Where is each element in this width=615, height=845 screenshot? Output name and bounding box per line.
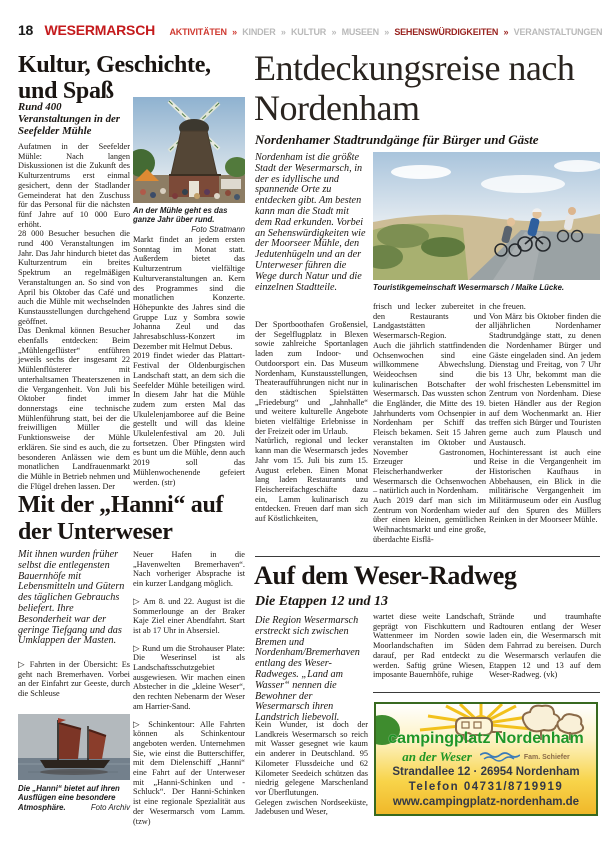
hanni-column-2: Neuer Hafen in die „Havenwelten Bremerhaven“. Nach vorheriger Absprache ist ein kurzer Landgang möglich. ▷ Am 8. und 22. August ist die Sommerlounge an der Braker Kaje Ziel einer Abendfahrt. Start ist ab 17 Uhr in Absersiel. ▷ Rund um die Strohauser Plate: Die Weserinsel ist als Landschaftsschutzgebiet ausgewiesen. Wir machen einen Abstecher in die „kleine Weser“, den rechten Nebenarm der Weser am Harrier-Sand. ▷ Schinkentour: Alle Fahrten können als Schinkentour angeboten werden. Unternehmen Sie, wie einst die Butterschiffer, mit dem Dielenschiff „Hanni“ eine Fahrt auf der Unterweser mit „Hanni-Schinken und -Schluck“. Der Hanni-Schinken ist eine regionale Spezialität aus der Wesermarsch vom Lamm. (tzw) (133, 550, 245, 826)
muehle-column-2: Markt findet an jedem ersten Sonntag im Monat statt. Außerdem bietet das Kulturzentrum vielfältige Kulturveranstaltungen an. Kern des Programmes sind die monatlichen Konzerte. Höhepunkte des Jahres sind die Gruppe Luz y Sombra sowie Johanna Zeul und das Jahresabschluss-Konzert im Dezember mit Helmut Debus. 2019 findet wieder das Plattart-Festival der Oldenburgischen Landschaft statt, an dem sich die Seefelder Mühle beteiligen wird. In diesem Jahr hat die Mühle zudem zum ersten Mal das Ukulelenjamboree auf die Beine gestellt und will das kleine Ukulelenfestival am 20. Juli fortsetzen. Über Pfingsten wird es bunt um die Mühle, denn auch 2019 soll das Mühlenwochenende gefeiert werden. (str) (133, 235, 245, 487)
windmill-photo (133, 97, 245, 203)
section-divider (255, 556, 600, 557)
nordenham-column-2: frisch und lecker zubereitet in den Restaurants und Landgaststätten der Wesermarsch-Region. Auch die jährlich stattfindenden Ochsenwochen sind eine willkommene Abwechslung. Weideochsen sind die kulinarischen Botschafter der Wesermarsch. Das wussten schon die Engländer, die Mitte des 19. Jahrhunderts vom Ochsenpier in Nordenham per Schiff das Fleisch bekamen. Seit 15 Jahren veranstalten im Oktober und November Gastronomen, Erzeuger und Fleischerhandwerker der Wesermarsch die Ochsenwochen – natürlich auch in Nordenham. Auch 2019 darf man sich im Zentrum von Nordenham wieder über einen kleinen, gemütlichen Weihnachtsmarkt und eine große, überdachte Eisflä- (373, 302, 486, 544)
ad-website[interactable]: www.campingplatz-nordenham.de (392, 796, 580, 808)
radweg-column-3: Strände und traumhafte Radtouren entlang der Weser laden ein, die Wesermarsch mit dem Fahrrad zu bereisen. Durch die Wesermarsch verlaufen die Etappen 12 und 13 auf dem Weser-Radweg. (vk) (489, 612, 601, 680)
radweg-subtitle: Die Etappen 12 und 13 (255, 594, 389, 609)
hanni-photo-credit: Foto Archiv (90, 802, 130, 812)
ad-subtitle: an der Weser (402, 749, 472, 764)
muehle-article-title: Kultur, Geschichte, und Spaß (18, 52, 211, 104)
hanni-photo-caption: Die „Hanni“ bietet auf ihren Ausflügen eine besondere Atmosphäre. Foto Archiv (18, 784, 130, 812)
page-header (18, 22, 603, 40)
muehle-photo-credit: Foto Stratmann (191, 224, 245, 234)
nav-separator-icon: » (331, 27, 337, 37)
hanni-column-1-item: ▷ Fahrten in der Übersicht: Es geht nach Bremerhaven. Vorbei an der Einfahrt zur Geeste, durch die Schleuse (18, 660, 130, 699)
ad-divider (373, 692, 600, 693)
cyclists-photo (373, 152, 600, 280)
muehle-photo-caption: An der Mühle geht es das ganze Jahr über rund. Foto Stratmann (133, 206, 245, 234)
section-title: WESERMARSCH (44, 22, 156, 38)
nav-item-veranstaltungen[interactable]: VERANSTALTUNGEN (513, 27, 603, 37)
ship-photo (18, 714, 130, 780)
nav-item-museen[interactable]: MUSEEN (341, 27, 379, 37)
nordenham-photo-caption: Touristikgemeinschaft Wesermarsch / Maike Lücke. (373, 283, 565, 292)
radweg-lead: Die Region Wesermarsch erstreckt sich zwischen Bremen und Nordenham/Bremerhaven entlang des Weser-Radweges. „Land am Wasser“ nennen die Bewohner der Wesermarsch ihren Landstrich liebevoll. (255, 615, 360, 724)
nav-separator-icon: » (232, 27, 237, 37)
ad-family-name: Fam. Schiefer (523, 754, 570, 761)
category-nav (169, 27, 605, 37)
nav-separator-icon: » (280, 27, 286, 37)
nav-item-kultur[interactable]: KULTUR (290, 27, 327, 37)
nordenham-lead: Nordenham ist die größte Stadt der Wesermarsch, in der es idyllische und spannende Orte zu entdecken gibt. Am besten kann man die Stadt mit dem Rad erkunden. Vorbei an Sehenswürdigkeiten wie der Moorseer Mühle, den Jedutenhügeln und an der Unterweser führen die Wege durch Natur und die einzelnen Stadtteile. (255, 152, 366, 293)
hanni-article-title: Mit der „Hanni“ auf der Unterweser (18, 492, 224, 545)
nordenham-column-3: che freuen. Von März bis Oktober finden die alljährlichen Nordenhamer Stadtrundgänge statt, zu denen die Nordenhamer Bürger und Gäste eingeladen sind. An jedem Dienstag und Freitag, von 7 Uhr bis 13 Uhr, bekommt man die wohl frischesten Lebensmittel im Zentrum von Nordenham. Diese bieten Händler aus der Region auf dem Wochenmarkt an. Hier treffen sich Bürger und Touristen gerne auch zum Plausch und Austausch. Hochinteressant ist auch eine Reise in die Vergangenheit im Historischen Kaufhaus in Abbehausen, ein Blick in die militärische Vergangenheit im Militärmuseum oder ein Ausflug auf den Spuren des Müllers Reinken in der Moorseer Mühle. (489, 302, 601, 525)
nordenham-column-1: Der Sportboothafen Großensiel, der Segelflugplatz in Blexen sowie zahlreiche Sportanlagen laden zum Indoor- und Outdoorsport ein. Das Museum Nordenham, Kunstausstellungen, Theateraufführungen nicht nur in den städtischen Spielstätten „Friedeburg“ und „Jahnhalle“ und weitere kulturelle Angebote bieten vielfältige Erlebnisse in der Freizeit oder im Urlaub. Natürlich, regional und lecker kann man die Wesermarsch jedes Jahr vom 15. Juli bis zum 15. August erleben. Einen Monat lang laden Restaurants und Fleischereifachgeschäfte dazu ein, Lamm kulinarisch zu entdecken. Freuen darf man sich auf Köstlichkeiten, (255, 320, 368, 524)
muehle-standfirst: Rund 400 Veranstaltungen in der Seefelder Mühle (18, 101, 121, 137)
nav-separator-icon: » (503, 27, 509, 37)
nav-item-kinder[interactable]: KINDER (242, 27, 276, 37)
nav-separator-icon: » (384, 27, 389, 37)
nordenham-article-title: Entdeckungsreise nach Nordenham (254, 48, 575, 128)
radweg-column-1: Kein Wunder, ist doch der Landkreis Wesermarsch so reich mit Wasser gesegnet wie kaum ein anderer in Deutschland. 95 Kilometer Flussdeiche und 62 Kilometer Seedeich schützen das niedrig gelegene Marschenland vor Überflutungen. Gelegen zwischen Nordseeküste, Jadebusen und Weser, (255, 720, 368, 817)
nav-item-sehenswuerdigkeiten[interactable]: SEHENSWÜRDIGKEITEN (394, 27, 499, 37)
radweg-article-title: Auf dem Weser-Radweg (254, 561, 517, 590)
river-wave-icon (480, 752, 520, 762)
nav-item-aktivitaeten[interactable]: AKTIVITÄTEN (169, 27, 227, 37)
ad-phone: Telefon 04731/8719919 (408, 781, 564, 793)
hanni-lead: Mit ihnen wurden früher selbst die entlegensten Bauernhöfe mit Lebensmitteln und Gütern des täglichen Gebrauchs beliefert. Ihre Besonderheit war der geringe Tiefgang und das Umklappen der Masten. (18, 549, 125, 647)
ad-address: Strandallee 12 · 26954 Nordenham (392, 766, 580, 778)
muehle-column-1: Aufatmen in der Seefelder Mühle: Nach langen Diskussionen ist die Zukunft des Kulturzentrums erst einmal gesichert, denn der Stadlander Gemeinderat hat den Zuschuss für das Personal für die nächsten fünf Jahre auf 10 000 Euro erhöht. 28 000 Besucher besuchen die rund 400 Veranstaltungen im Jahr. Das Jahr hindurch bietet das Kulturzentrum ein breites Spektrum an regelmäßigen Veranstaltungen an. So sind von April bis Oktober das Café und auch die Mühle mit wechselnden Kunstausstellungen durchgehend geöffnet. Das Denkmal können Besucher ebenfalls entdecken: Beim „Mühlengeflüster“ entführen jeweils sechs der insgesamt 22 Mühlenflüsterer mit unterhaltsamen Theaterszenen in die Vergangenheit. Von Juli bis Oktober findet immer donnerstags eine technische Mühlenführung statt, bei der die freiwilligen Müller die Funktionsweise der Mühle erklären. Sie sind es auch, die zu besonderen Anlässen wie dem monatlichen Landfrauenmarkt die Mühle in Betrieb nehmen und die Flügel drehen lassen. Der (18, 142, 130, 491)
radweg-column-2: wartet diese weite Landschaft, geprägt von Fischkuttern und Wattenmeer im Norden sowie Moorlandschaften im Süden darauf, per Rad entdeckt zu werden. Saftig grüne Wiesen, imposante Bauernhöfe, ruhige (373, 612, 485, 680)
nordenham-subtitle: Nordenhamer Stadtrundgänge für Bürger und Gäste (255, 132, 539, 147)
ad-company-name: campingplatz Nordenham (388, 730, 584, 747)
campingplatz-ad (374, 702, 598, 816)
page-number: 18 (18, 22, 33, 38)
ad-subtitle-row (376, 748, 596, 762)
